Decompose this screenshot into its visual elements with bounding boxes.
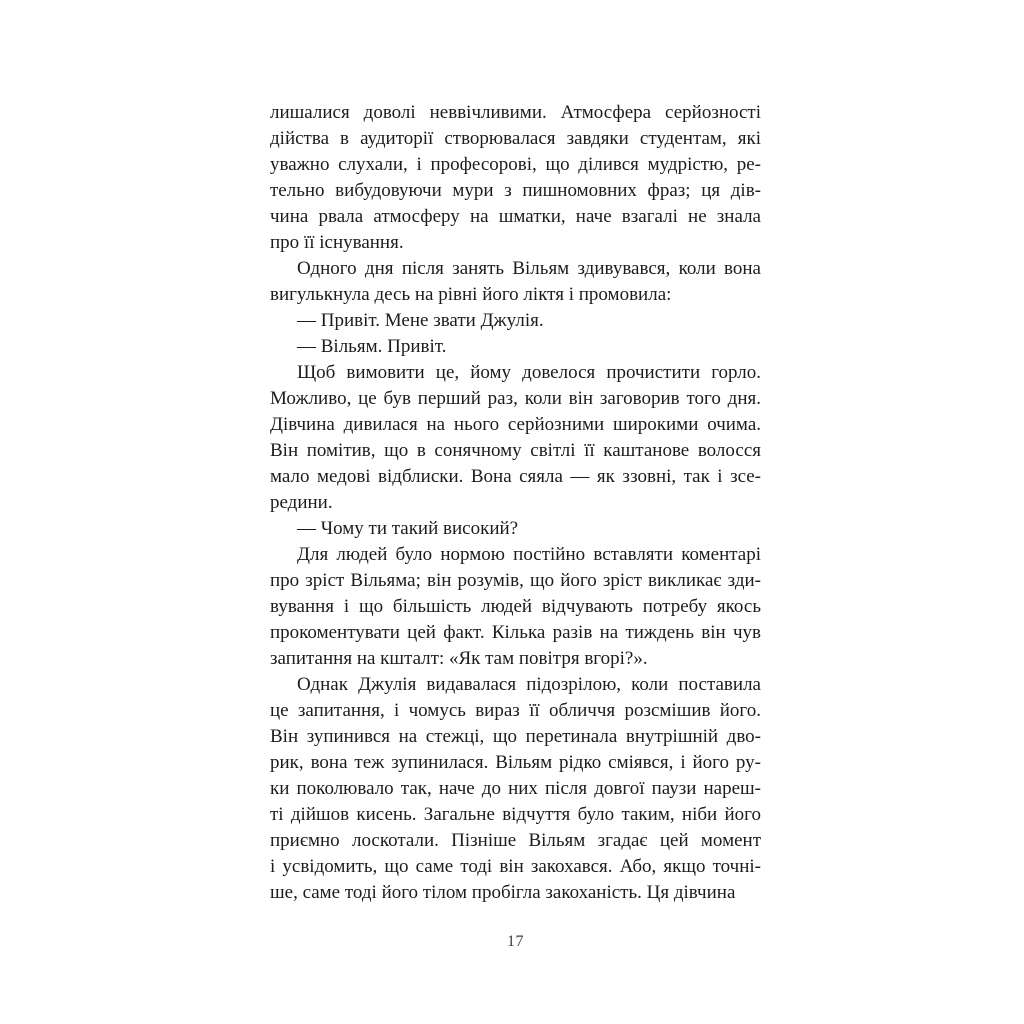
text-line: про її існування. (270, 232, 404, 253)
page-number: 17 (507, 933, 524, 950)
text-line: Однак Джулія видавалася підозрілою, коли поставила (297, 674, 761, 695)
paragraph (270, 360, 761, 516)
text-line: про зріст Вільяма; він розумів, що його зріст викликає зди- (270, 570, 761, 591)
text-line: ки поколювало так, наче до них після довгої паузи нареш- (270, 778, 761, 799)
paragraph (270, 308, 761, 334)
text-line: Щоб вимовити це, йому довелося прочистити горло. (297, 362, 761, 383)
text-line: редини. (270, 492, 333, 513)
text-line: Одного дня після занять Вільям здивувався, коли вона (297, 258, 761, 279)
paragraph (270, 256, 761, 308)
paragraph (270, 334, 761, 360)
paragraph (270, 672, 761, 906)
text-line: рик, вона теж зупинилася. Вільям рідко сміявся, і його ру- (270, 752, 761, 773)
text-line: прокоментувати цей факт. Кілька разів на тиждень він чув (270, 622, 761, 643)
text-line: Він помітив, що в сонячному світлі її каштанове волосся (270, 440, 761, 461)
text-line: Для людей було нормою постійно вставляти коментарі (297, 544, 761, 565)
text-line: вування і що більшість людей відчувають потребу якось (270, 596, 761, 617)
text-line: Можливо, це був перший раз, коли він заговорив того дня. (270, 388, 761, 409)
body-text (270, 100, 761, 906)
paragraph (270, 542, 761, 672)
paragraph (270, 516, 761, 542)
text-line: мало медові відблиски. Вона сяяла — як ззовні, так і зсе- (270, 466, 761, 487)
text-line: це запитання, і чомусь вираз її обличчя розсмішив його. (270, 700, 761, 721)
text-line: тельно вибудовуючи мури з пишномовних фраз; ця дів- (270, 180, 761, 201)
text-line: уважно слухали, і професорові, що ділився мудрістю, ре- (270, 154, 761, 175)
text-line: Дівчина дивилася на нього серйозними широкими очима. (270, 414, 761, 435)
text-line: — Чому ти такий високий? (297, 518, 519, 539)
text-line: і усвідомить, що саме тоді він закохався. Або, якщо точні- (270, 856, 761, 877)
text-line: лишалися доволі неввічливими. Атмосфера серйозності (270, 102, 761, 123)
text-line: ше, саме тоді його тілом пробігла закоханість. Ця дівчина (270, 882, 736, 903)
text-line: вигулькнула десь на рівні його ліктя і промовила: (270, 284, 672, 305)
text-line: — Вільям. Привіт. (297, 336, 447, 357)
text-line: приємно лоскотали. Пізніше Вільям згадає цей момент (270, 830, 761, 851)
text-line: чина рвала атмосферу на шматки, наче взагалі не знала (270, 206, 761, 227)
paragraph (270, 100, 761, 256)
text-line: — Привіт. Мене звати Джулія. (297, 310, 544, 331)
text-line: дійства в аудиторії створювалася завдяки студентам, які (270, 128, 761, 149)
text-line: запитання на кшталт: «Як там повітря вгорі?». (270, 648, 648, 669)
text-line: Він зупинився на стежці, що перетинала внутрішній дво- (270, 726, 761, 747)
text-line: ті дійшов кисень. Загальне відчуття було таким, ніби його (270, 804, 761, 825)
